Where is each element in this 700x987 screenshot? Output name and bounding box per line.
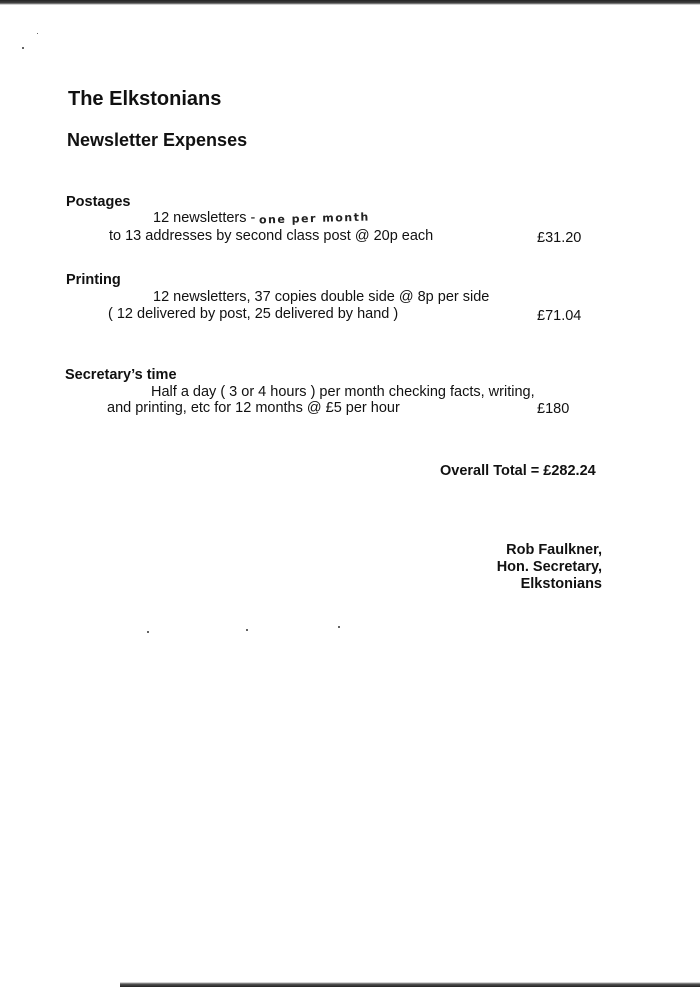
handwritten-note: one per month: [259, 210, 371, 227]
signature-name: Rob Faulkner,: [506, 542, 602, 558]
scan-edge-top: [0, 0, 700, 5]
section-line: and printing, etc for 12 months @ £5 per hour: [107, 400, 400, 416]
signature-role: Hon. Secretary,: [496, 559, 602, 575]
section-line-text: 12 newsletters -: [153, 210, 256, 226]
section-heading: Secretary’s time: [65, 367, 177, 383]
overall-total: Overall Total = £282.24: [440, 463, 596, 479]
scan-speck: [246, 629, 248, 631]
section-amount: £180: [537, 401, 570, 417]
scan-edge-bottom: [120, 982, 700, 987]
section-amount: £31.20: [537, 230, 582, 246]
section-line: [153, 210, 370, 226]
section-amount: £71.04: [537, 308, 582, 324]
scan-speck: [37, 33, 38, 34]
section-line: 12 newsletters, 37 copies double side @ 8p per side: [153, 289, 490, 305]
section-line: to 13 addresses by second class post @ 20p each: [109, 228, 434, 244]
signature-org: Elkstonians: [520, 576, 602, 592]
section-line: Half a day ( 3 or 4 hours ) per month checking facts, writing,: [151, 384, 535, 400]
scan-speck: [22, 47, 24, 49]
section-heading: Printing: [66, 272, 121, 288]
signature-block: [497, 542, 602, 593]
organisation-title: The Elkstonians: [68, 88, 222, 110]
section-heading: Postages: [66, 194, 131, 210]
scan-speck: [147, 631, 149, 633]
scan-speck: [338, 626, 340, 628]
section-line: ( 12 delivered by post, 25 delivered by hand ): [108, 306, 399, 322]
document-title: Newsletter Expenses: [67, 130, 248, 150]
